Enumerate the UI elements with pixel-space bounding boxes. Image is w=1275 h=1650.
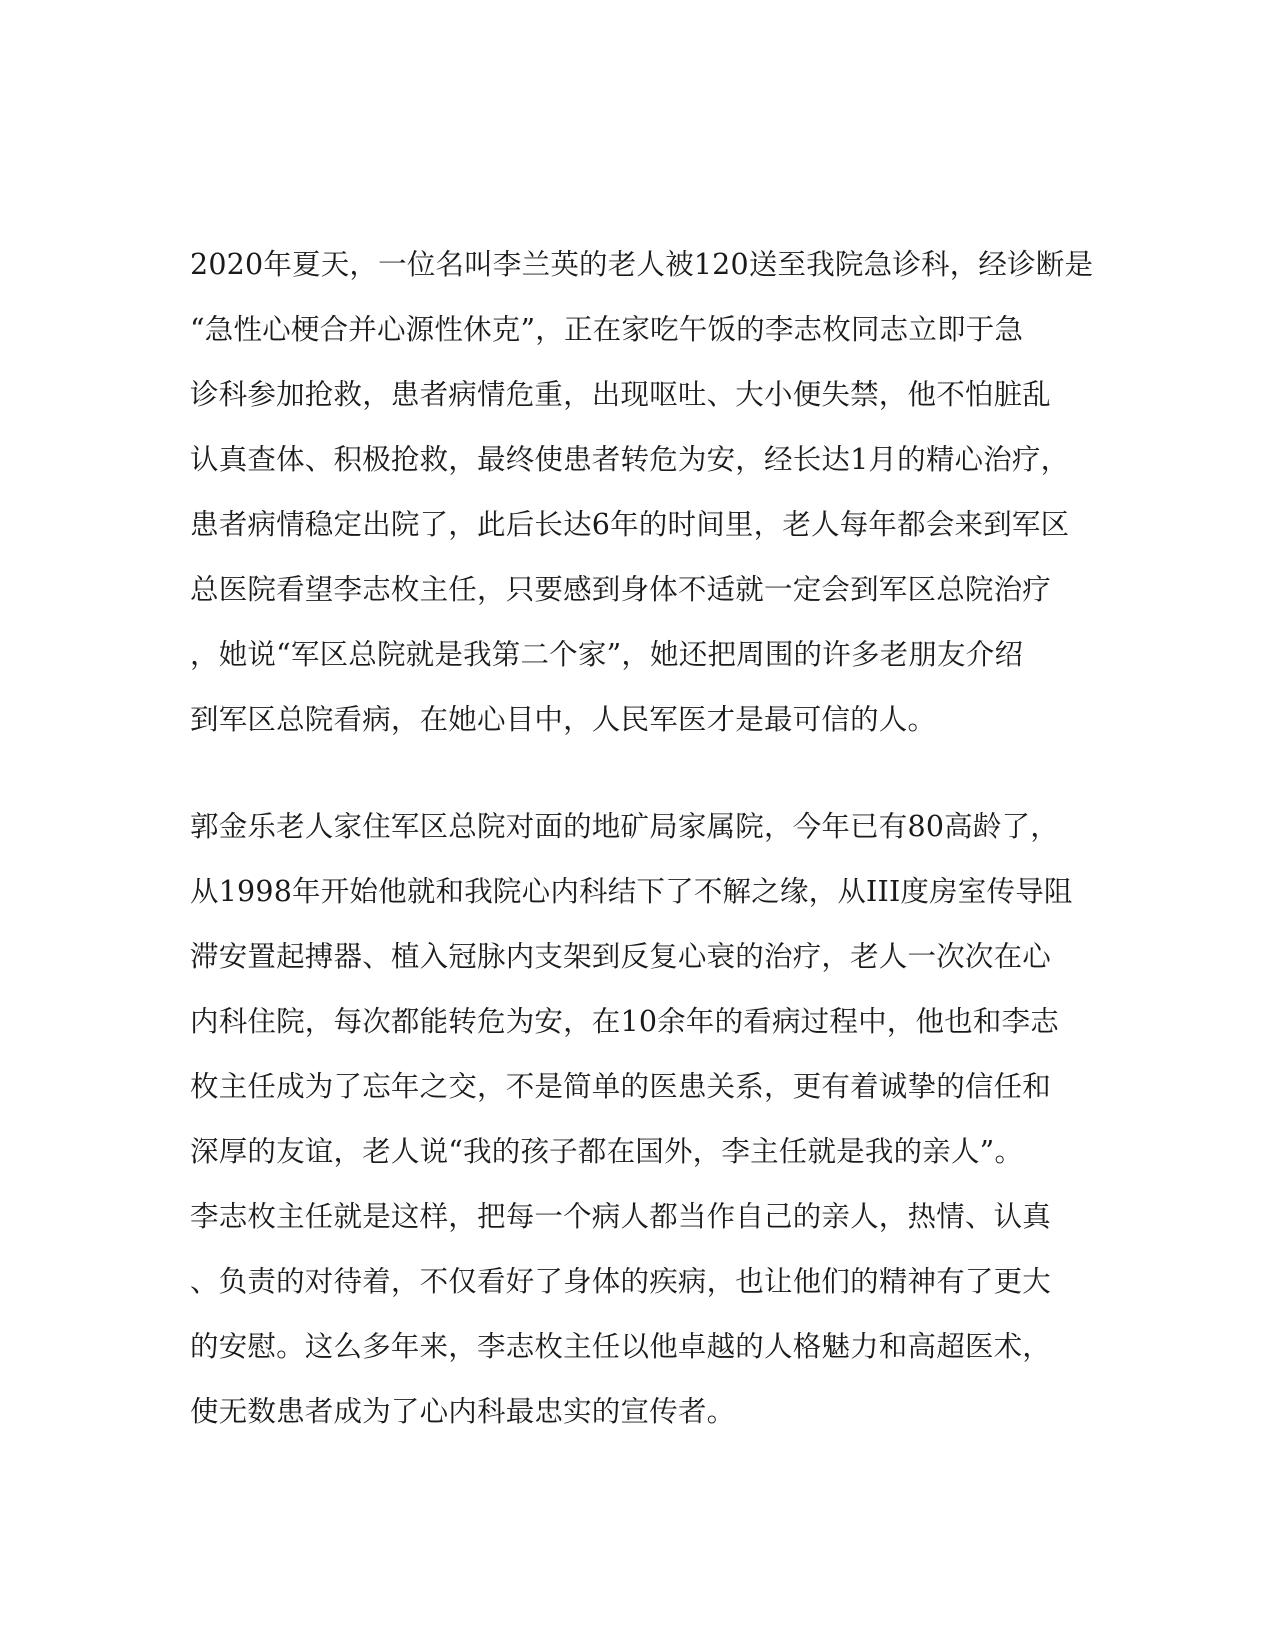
text-line: ，她说“军区总院就是我第二个家”，她还把周围的许多老朋友介绍 <box>190 638 1024 671</box>
text-line: 滞安置起搏器、植入冠脉内支架到反复心衰的治疗，老人一次次在心 <box>190 940 1052 973</box>
text-line: 2020年夏天，一位名叫李兰英的老人被120送至我院急诊科，经诊断是 <box>190 248 1094 281</box>
text-line: 诊科参加抢救，患者病情危重，出现呕吐、大小便失禁，他不怕脏乱 <box>190 378 1052 411</box>
text-line: 从1998年开始他就和我院心内科结下了不解之缘，从III度房室传导阻 <box>190 875 1073 908</box>
text-line: 枚主任成为了忘年之交，不是简单的医患关系，更有着诚挚的信任和 <box>190 1070 1052 1103</box>
text-line: 、负责的对待着，不仅看好了身体的疾病，也让他们的精神有了更大 <box>190 1265 1052 1298</box>
text-line: 内科住院，每次都能转危为安，在10余年的看病过程中，他也和李志 <box>190 1005 1059 1038</box>
text-line: “急性心梗合并心源性休克”，正在家吃午饭的李志枚同志立即于急 <box>190 313 1024 346</box>
text-line: 使无数患者成为了心内科最忠实的宣传者。 <box>190 1395 736 1428</box>
text-line: 认真查体、积极抢救，最终使患者转危为安，经长达1月的精心治疗， <box>190 443 1070 476</box>
text-line: 深厚的友谊，老人说“我的孩子都在国外，李主任就是我的亲人”。 <box>190 1135 1024 1168</box>
text-line: 到军区总院看病，在她心目中，人民军医才是最可信的人。 <box>190 703 937 736</box>
paragraph-li-lanying <box>190 232 1094 752</box>
text-line: 郭金乐老人家住军区总院对面的地矿局家属院，今年已有80高龄了， <box>190 810 1059 843</box>
text-line: 李志枚主任就是这样，把每一个病人都当作自己的亲人，热情、认真 <box>190 1200 1052 1233</box>
text-line: 总医院看望李志枚主任，只要感到身体不适就一定会到军区总院治疗 <box>190 573 1052 606</box>
text-line: 患者病情稳定出院了，此后长达6年的时间里，老人每年都会来到军区 <box>190 508 1070 541</box>
paragraph-guo-jinle <box>190 794 1090 1444</box>
text-line: 的安慰。这么多年来，李志枚主任以他卓越的人格魅力和高超医术， <box>190 1330 1052 1363</box>
